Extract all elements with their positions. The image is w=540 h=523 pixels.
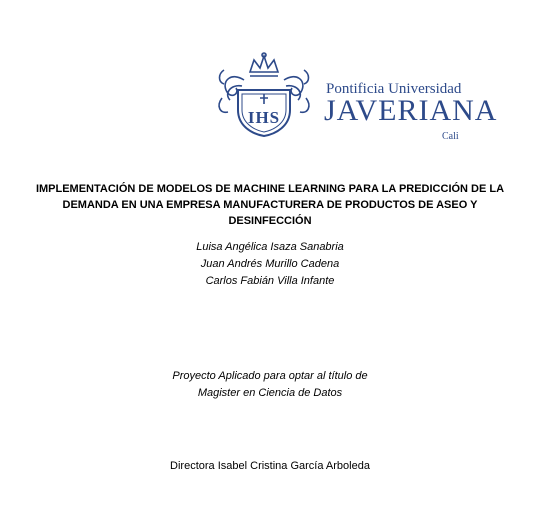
- project-line2: Magister en Ciencia de Datos: [197, 387, 343, 399]
- university-crest-icon: [214, 50, 314, 138]
- university-city: Cali: [442, 131, 459, 142]
- director-name: Directora Isabel Cristina García Arboleda: [170, 460, 370, 472]
- project-description: [70, 368, 470, 402]
- title-line1: IMPLEMENTACIÓN DE MODELOS DE MACHINE LEARNING PARA LA PREDICCIÓN DE LA: [35, 183, 505, 195]
- university-name-line1: Pontificia Universidad: [326, 81, 462, 97]
- document-title: [20, 181, 520, 229]
- title-line2: DEMANDA EN UNA EMPRESA MANUFACTURERA DE PRODUCTOS DE ASEO Y DESINFECCIÓN: [62, 199, 478, 227]
- crest-monogram: IHS: [247, 108, 281, 127]
- author-name: Juan Andrés Murillo Cadena: [200, 258, 340, 270]
- author-list: [70, 239, 470, 290]
- project-line1: Proyecto Aplicado para optar al título de: [172, 370, 368, 382]
- author-name: Luisa Angélica Isaza Sanabria: [196, 241, 344, 253]
- university-logo: [214, 50, 498, 142]
- author-name: Carlos Fabián Villa Infante: [205, 275, 335, 287]
- university-name-line2: JAVERIANA: [324, 94, 498, 127]
